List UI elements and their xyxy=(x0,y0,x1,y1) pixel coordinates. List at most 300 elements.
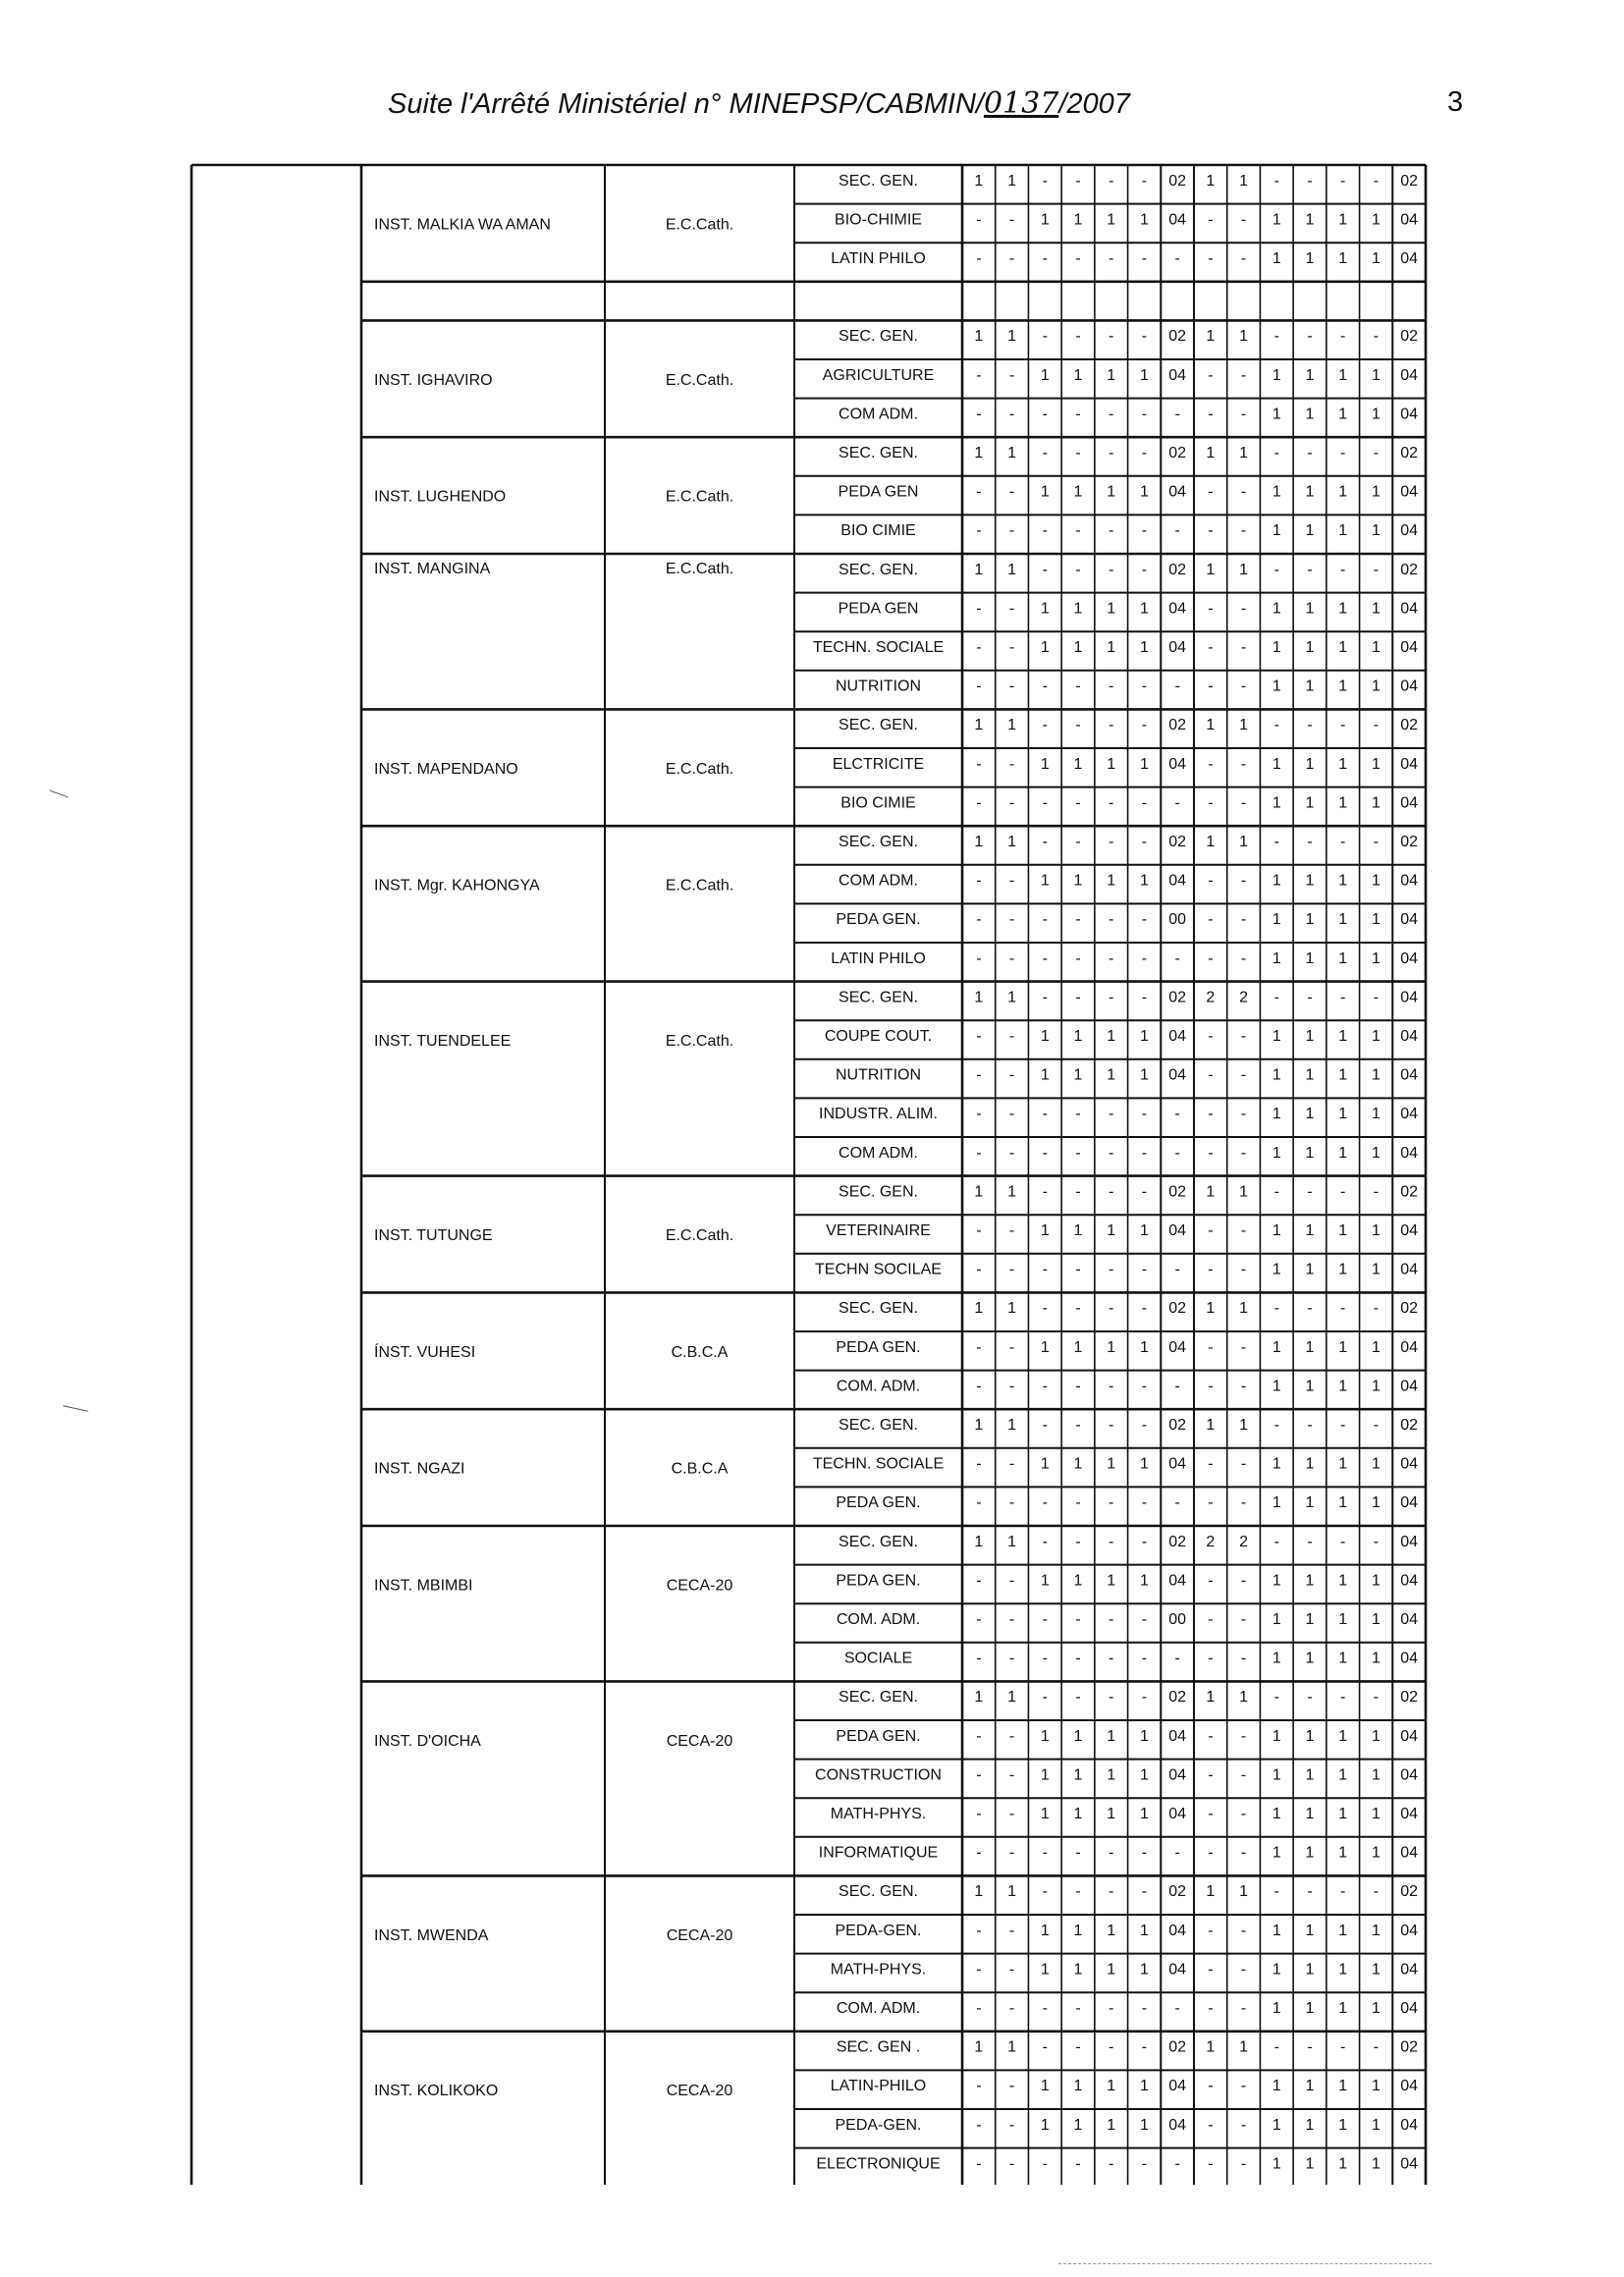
count-cell: - xyxy=(1307,989,1313,1006)
organisme-label: CECA-20 xyxy=(666,1732,733,1750)
count-cell: 1 xyxy=(1371,2116,1380,2134)
count-cell: 00 xyxy=(1168,1611,1187,1628)
count-cell: 1 xyxy=(1107,1766,1116,1784)
count-cell: 1 xyxy=(1040,600,1050,618)
count-cell: - xyxy=(1141,949,1148,967)
count-cell: 04 xyxy=(1400,2155,1419,2173)
count-cell: - xyxy=(1109,1494,1114,1512)
count-cell: - xyxy=(1208,1378,1214,1395)
count-cell: - xyxy=(1208,1806,1214,1822)
count-cell: 02 xyxy=(1168,1183,1187,1201)
count-cell: - xyxy=(1240,1494,1247,1512)
count-cell: - xyxy=(1373,561,1380,578)
count-cell: - xyxy=(1141,328,1148,346)
count-cell: 1 xyxy=(1338,1727,1348,1745)
option-label: COM. ADM. xyxy=(836,1611,921,1628)
count-cell: 1 xyxy=(1272,1572,1281,1590)
count-cell: 1 xyxy=(1338,1611,1348,1628)
option-label: SEC. GEN. xyxy=(839,1183,918,1201)
count-cell: 1 xyxy=(1305,1378,1315,1395)
count-cell: - xyxy=(1075,1883,1081,1901)
count-cell: - xyxy=(1075,1417,1081,1434)
count-cell: - xyxy=(976,1494,982,1512)
count-cell: - xyxy=(976,2155,982,2173)
count-cell: 1 xyxy=(1272,2000,1281,2017)
count-cell: - xyxy=(1109,1844,1114,1862)
count-cell: 1 xyxy=(1239,1183,1249,1201)
count-cell: - xyxy=(1208,755,1214,773)
count-cell: 1 xyxy=(974,2038,984,2056)
count-cell: 1 xyxy=(1272,406,1281,423)
count-cell: 1 xyxy=(1305,2116,1315,2134)
count-cell: - xyxy=(1109,172,1114,190)
count-cell: 1 xyxy=(1305,1572,1315,1590)
count-cell: - xyxy=(1141,911,1148,929)
count-cell: 1 xyxy=(1338,1261,1348,1278)
count-cell: 02 xyxy=(1400,172,1419,190)
count-cell: 1 xyxy=(1371,406,1380,423)
count-cell: 1 xyxy=(1272,211,1281,229)
count-cell: - xyxy=(1373,717,1380,734)
count-cell: - xyxy=(1042,794,1048,812)
count-cell: 1 xyxy=(1007,561,1017,578)
count-cell: - xyxy=(1042,406,1048,423)
count-cell: 1 xyxy=(1107,639,1116,656)
count-cell: - xyxy=(1273,1689,1279,1707)
count-cell: - xyxy=(1042,1417,1048,1434)
count-cell: - xyxy=(1208,949,1214,967)
count-cell: - xyxy=(1109,1106,1114,1123)
count-cell: - xyxy=(976,1378,982,1395)
count-cell: 1 xyxy=(1272,1066,1281,1084)
count-cell: 1 xyxy=(1040,2078,1050,2095)
count-cell: 02 xyxy=(1168,328,1187,346)
count-cell: 1 xyxy=(1073,1806,1083,1822)
count-cell: - xyxy=(1008,1338,1015,1356)
count-cell: - xyxy=(1075,522,1081,540)
count-cell: 1 xyxy=(1305,1494,1315,1512)
count-cell: 1 xyxy=(1040,1572,1050,1590)
count-cell: 1 xyxy=(1007,1533,1017,1550)
count-cell: - xyxy=(1109,1883,1114,1901)
count-cell: 1 xyxy=(1272,2155,1281,2173)
count-cell: - xyxy=(1141,1106,1148,1123)
count-cell: - xyxy=(1141,2155,1148,2173)
count-cell: 1 xyxy=(1107,1572,1116,1590)
count-cell: - xyxy=(976,1222,982,1239)
organisme-label: C.B.C.A xyxy=(671,1343,729,1361)
count-cell: - xyxy=(1340,328,1346,346)
count-cell: - xyxy=(976,1922,982,1939)
count-cell: - xyxy=(1240,2000,1247,2017)
count-cell: - xyxy=(1208,1611,1214,1628)
count-cell: - xyxy=(976,250,982,267)
count-cell: 1 xyxy=(1272,639,1281,656)
count-cell: - xyxy=(1240,1222,1247,1239)
count-cell: 04 xyxy=(1400,211,1419,229)
count-cell: - xyxy=(1208,794,1214,812)
count-cell: - xyxy=(1008,1611,1015,1628)
count-cell: - xyxy=(1240,1455,1247,1473)
count-cell: - xyxy=(976,211,982,229)
count-cell: 1 xyxy=(1371,2000,1380,2017)
organisme-label: E.C.Cath. xyxy=(665,760,734,778)
count-cell: 1 xyxy=(1371,1494,1380,1512)
count-cell: - xyxy=(1141,250,1148,267)
option-label: SEC. GEN. xyxy=(839,328,918,346)
count-cell: 04 xyxy=(1400,1106,1419,1123)
count-cell: - xyxy=(1075,250,1081,267)
count-cell: - xyxy=(1208,600,1214,618)
title-prefix: Suite l'Arrêté Ministériel n° MINEPSP/CABMIN/ xyxy=(388,88,984,120)
count-cell: - xyxy=(1075,1378,1081,1395)
option-label: SEC. GEN. xyxy=(839,1417,918,1434)
count-cell: 1 xyxy=(1272,1494,1281,1512)
count-cell: 1 xyxy=(1107,1338,1116,1356)
count-cell: - xyxy=(1208,872,1214,890)
count-cell: - xyxy=(1008,211,1015,229)
count-cell: - xyxy=(1075,1844,1081,1862)
count-cell: - xyxy=(1008,1806,1015,1822)
count-cell: 1 xyxy=(1338,1144,1348,1162)
count-cell: 1 xyxy=(1338,1844,1348,1862)
count-cell: - xyxy=(1307,445,1313,461)
count-cell: 02 xyxy=(1400,328,1419,346)
count-cell: 1 xyxy=(1305,1066,1315,1084)
option-label: SEC. GEN. xyxy=(839,1689,918,1707)
count-cell: 04 xyxy=(1168,483,1187,501)
count-cell: - xyxy=(1075,911,1081,929)
count-cell: 04 xyxy=(1400,755,1419,773)
count-cell: - xyxy=(1174,1650,1180,1667)
organisme-label: E.C.Cath. xyxy=(665,877,734,895)
count-cell: 1 xyxy=(1073,755,1083,773)
organisme-label: E.C.Cath. xyxy=(665,1033,734,1050)
option-label: CONSTRUCTION xyxy=(815,1766,942,1784)
option-label: PEDA GEN. xyxy=(836,1572,921,1590)
count-cell: - xyxy=(1109,1533,1114,1550)
count-cell: 1 xyxy=(1206,1417,1216,1434)
count-cell: 1 xyxy=(1007,172,1017,190)
count-cell: - xyxy=(1008,1455,1015,1473)
count-cell: - xyxy=(1109,1689,1114,1707)
option-label: TECHN. SOCIALE xyxy=(812,639,945,656)
count-cell: - xyxy=(976,483,982,501)
count-cell: - xyxy=(1141,1611,1148,1628)
count-cell: - xyxy=(1208,1572,1214,1590)
count-cell: - xyxy=(976,1611,982,1628)
count-cell: - xyxy=(1240,1572,1247,1590)
margin-tick xyxy=(63,1405,88,1411)
count-cell: - xyxy=(976,1961,982,1979)
count-cell: 1 xyxy=(1139,1222,1149,1239)
count-cell: 1 xyxy=(1371,639,1380,656)
count-cell: - xyxy=(1240,949,1247,967)
page-number: 3 xyxy=(1447,86,1464,118)
count-cell: 1 xyxy=(974,445,984,461)
count-cell: 1 xyxy=(1305,1144,1315,1162)
count-cell: 1 xyxy=(1272,2116,1281,2134)
count-cell: - xyxy=(1075,2000,1081,2017)
count-cell: 1 xyxy=(1371,1222,1380,1239)
count-cell: 1 xyxy=(1371,1611,1380,1628)
count-cell: - xyxy=(1042,2000,1048,2017)
count-cell: - xyxy=(1042,989,1048,1006)
count-cell: 1 xyxy=(1272,872,1281,890)
count-cell: - xyxy=(1141,717,1148,734)
count-cell: 1 xyxy=(1107,366,1116,384)
count-cell: - xyxy=(1075,717,1081,734)
count-cell: - xyxy=(1075,1611,1081,1628)
count-cell: - xyxy=(1340,2038,1346,2056)
count-cell: 04 xyxy=(1168,639,1187,656)
count-cell: 1 xyxy=(1305,1028,1315,1045)
count-cell: - xyxy=(1008,1766,1015,1784)
count-cell: 1 xyxy=(1305,1106,1315,1123)
count-cell: - xyxy=(1208,639,1214,656)
organisme-label: CECA-20 xyxy=(666,2083,733,2100)
count-cell: 04 xyxy=(1400,2078,1419,2095)
count-cell: - xyxy=(976,1338,982,1356)
count-cell: - xyxy=(1141,406,1148,423)
count-cell: 1 xyxy=(1007,1689,1017,1707)
count-cell: - xyxy=(1075,172,1081,190)
count-cell: - xyxy=(1240,2116,1247,2134)
option-label: COM ADM. xyxy=(839,406,918,423)
count-cell: 04 xyxy=(1400,1028,1419,1045)
option-label: LATIN PHILO xyxy=(831,949,926,967)
count-cell: - xyxy=(1109,406,1114,423)
count-cell: - xyxy=(976,366,982,384)
count-cell: 04 xyxy=(1400,1066,1419,1084)
count-cell: - xyxy=(1240,522,1247,540)
count-cell: - xyxy=(1373,2038,1380,2056)
count-cell: - xyxy=(1109,1144,1114,1162)
count-cell: - xyxy=(1141,1261,1148,1278)
count-cell: 1 xyxy=(1206,561,1216,578)
count-cell: - xyxy=(976,949,982,967)
organisme-label: CECA-20 xyxy=(666,1926,733,1944)
count-cell: 04 xyxy=(1400,1144,1419,1162)
count-cell: 1 xyxy=(1272,483,1281,501)
count-cell: - xyxy=(1042,911,1048,929)
count-cell: 04 xyxy=(1400,1766,1419,1784)
count-cell: 1 xyxy=(1107,1922,1116,1939)
count-cell: - xyxy=(1042,678,1048,695)
count-cell: - xyxy=(1208,1144,1214,1162)
count-cell: - xyxy=(1141,794,1148,812)
count-cell: - xyxy=(1075,1144,1081,1162)
count-cell: - xyxy=(1042,328,1048,346)
count-cell: 1 xyxy=(1272,1650,1281,1667)
count-cell: - xyxy=(1008,1378,1015,1395)
count-cell: - xyxy=(1307,172,1313,190)
option-label: ELECTRONIQUE xyxy=(816,2155,941,2173)
count-cell: - xyxy=(1075,949,1081,967)
count-cell: - xyxy=(1008,250,1015,267)
count-cell: 1 xyxy=(1338,1106,1348,1123)
count-cell: - xyxy=(1141,1883,1148,1901)
count-cell: 1 xyxy=(1305,250,1315,267)
count-cell: - xyxy=(1042,1611,1048,1628)
count-cell: - xyxy=(1008,1028,1015,1045)
count-cell: - xyxy=(1109,328,1114,346)
count-cell: 1 xyxy=(1371,483,1380,501)
count-cell: - xyxy=(976,1806,982,1822)
count-cell: 04 xyxy=(1400,366,1419,384)
count-cell: - xyxy=(1307,1300,1313,1318)
count-cell: 04 xyxy=(1400,600,1419,618)
count-cell: 1 xyxy=(974,561,984,578)
count-cell: 1 xyxy=(1139,872,1149,890)
count-cell: 1 xyxy=(1305,1338,1315,1356)
count-cell: - xyxy=(1075,794,1081,812)
count-cell: 1 xyxy=(1040,1766,1050,1784)
count-cell: 04 xyxy=(1168,1961,1187,1979)
count-cell: 04 xyxy=(1400,1611,1419,1628)
count-cell: - xyxy=(1174,1261,1180,1278)
count-cell: 02 xyxy=(1400,1689,1419,1707)
count-cell: - xyxy=(1109,989,1114,1006)
organisme-label: E.C.Cath. xyxy=(665,561,734,577)
count-cell: 04 xyxy=(1168,1572,1187,1590)
count-cell: 04 xyxy=(1400,989,1419,1006)
count-cell: - xyxy=(976,1572,982,1590)
margin-tick xyxy=(49,790,68,798)
count-cell: - xyxy=(1208,1922,1214,1939)
count-cell: 1 xyxy=(974,1533,984,1550)
count-cell: - xyxy=(1141,561,1148,578)
count-cell: - xyxy=(1208,1261,1214,1278)
count-cell: - xyxy=(1109,1650,1114,1667)
count-cell: 02 xyxy=(1400,717,1419,734)
count-cell: 1 xyxy=(1338,2155,1348,2173)
count-cell: 1 xyxy=(1206,1183,1216,1201)
count-cell: - xyxy=(1141,522,1148,540)
count-cell: - xyxy=(1340,172,1346,190)
count-cell: 1 xyxy=(1305,639,1315,656)
count-cell: 02 xyxy=(1400,1300,1419,1318)
count-cell: - xyxy=(976,522,982,540)
count-cell: 1 xyxy=(1107,1806,1116,1822)
count-cell: - xyxy=(1240,911,1247,929)
count-cell: 1 xyxy=(1272,600,1281,618)
count-cell: 1 xyxy=(1338,483,1348,501)
count-cell: - xyxy=(1109,1183,1114,1201)
count-cell: 04 xyxy=(1400,2116,1419,2134)
count-cell: 1 xyxy=(974,1689,984,1707)
count-cell: 1 xyxy=(1305,794,1315,812)
count-cell: 04 xyxy=(1168,1066,1187,1084)
count-cell: - xyxy=(1373,1300,1380,1318)
count-cell: - xyxy=(1008,1844,1015,1862)
count-cell: - xyxy=(976,2078,982,2095)
option-label: COM ADM. xyxy=(839,872,918,890)
count-cell: 1 xyxy=(1338,872,1348,890)
count-cell: 1 xyxy=(1272,911,1281,929)
count-cell: 1 xyxy=(1338,911,1348,929)
option-label: SEC. GEN. xyxy=(839,1300,918,1318)
count-cell: 1 xyxy=(1073,1572,1083,1590)
count-cell: - xyxy=(1042,1689,1048,1707)
institution-name: INST. KOLIKOKO xyxy=(374,2083,499,2100)
count-cell: 1 xyxy=(1007,1883,1017,1901)
count-cell: 02 xyxy=(1400,1883,1419,1901)
count-cell: 1 xyxy=(974,989,984,1006)
option-label: INDUSTR. ALIM. xyxy=(819,1106,938,1123)
count-cell: - xyxy=(1174,250,1180,267)
count-cell: 1 xyxy=(1139,755,1149,773)
count-cell: 04 xyxy=(1400,794,1419,812)
count-cell: 1 xyxy=(1139,1727,1149,1745)
count-cell: - xyxy=(1208,1650,1214,1667)
count-cell: - xyxy=(1109,678,1114,695)
count-cell: 04 xyxy=(1400,872,1419,890)
margin-tick xyxy=(1058,2263,1432,2264)
count-cell: 1 xyxy=(1040,1922,1050,1939)
count-cell: - xyxy=(1008,949,1015,967)
count-cell: 1 xyxy=(1139,1806,1149,1822)
count-cell: 04 xyxy=(1400,639,1419,656)
option-label: SEC. GEN. xyxy=(839,561,918,578)
institution-name: INST. TUENDELEE xyxy=(374,1033,512,1050)
count-cell: 1 xyxy=(1040,1338,1050,1356)
count-cell: - xyxy=(1307,1417,1313,1434)
count-cell: 1 xyxy=(1305,911,1315,929)
count-cell: - xyxy=(1307,717,1313,734)
count-cell: - xyxy=(1208,1961,1214,1979)
count-cell: 02 xyxy=(1168,2038,1187,2056)
option-label: SEC. GEN. xyxy=(839,445,918,461)
count-cell: - xyxy=(1075,1261,1081,1278)
count-cell: - xyxy=(1075,2155,1081,2173)
count-cell: 1 xyxy=(1139,1455,1149,1473)
count-cell: - xyxy=(1109,717,1114,734)
count-cell: - xyxy=(1240,1650,1247,1667)
count-cell: - xyxy=(976,600,982,618)
count-cell: 1 xyxy=(1139,1066,1149,1084)
count-cell: 1 xyxy=(1040,1222,1050,1239)
count-cell: 1 xyxy=(1073,2078,1083,2095)
title-suffix: /2007 xyxy=(1058,88,1130,120)
count-cell: 1 xyxy=(1073,872,1083,890)
count-cell: - xyxy=(1008,2155,1015,2173)
count-cell: - xyxy=(1141,2038,1148,2056)
count-cell: - xyxy=(1307,1533,1313,1550)
count-cell: 1 xyxy=(1305,600,1315,618)
count-cell: - xyxy=(1075,1650,1081,1667)
count-cell: 1 xyxy=(1272,1144,1281,1162)
count-cell: 1 xyxy=(1272,755,1281,773)
count-cell: 1 xyxy=(1338,1766,1348,1784)
count-cell: 1 xyxy=(1338,1650,1348,1667)
count-cell: 1 xyxy=(1371,911,1380,929)
institution-name: INST. MWENDA xyxy=(374,1926,489,1944)
option-label: SOCIALE xyxy=(843,1650,913,1667)
count-cell: 1 xyxy=(1305,366,1315,384)
option-label: NUTRITION xyxy=(835,678,922,695)
count-cell: - xyxy=(1141,1689,1148,1707)
count-cell: - xyxy=(1373,1417,1380,1434)
count-cell: 1 xyxy=(1040,1455,1050,1473)
count-cell: 1 xyxy=(1338,1806,1348,1822)
count-cell: - xyxy=(1008,1494,1015,1512)
count-cell: - xyxy=(976,1144,982,1162)
count-cell: 1 xyxy=(1371,755,1380,773)
count-cell: 1 xyxy=(1338,1961,1348,1979)
count-cell: - xyxy=(1174,1844,1180,1862)
count-cell: 04 xyxy=(1400,1261,1419,1278)
